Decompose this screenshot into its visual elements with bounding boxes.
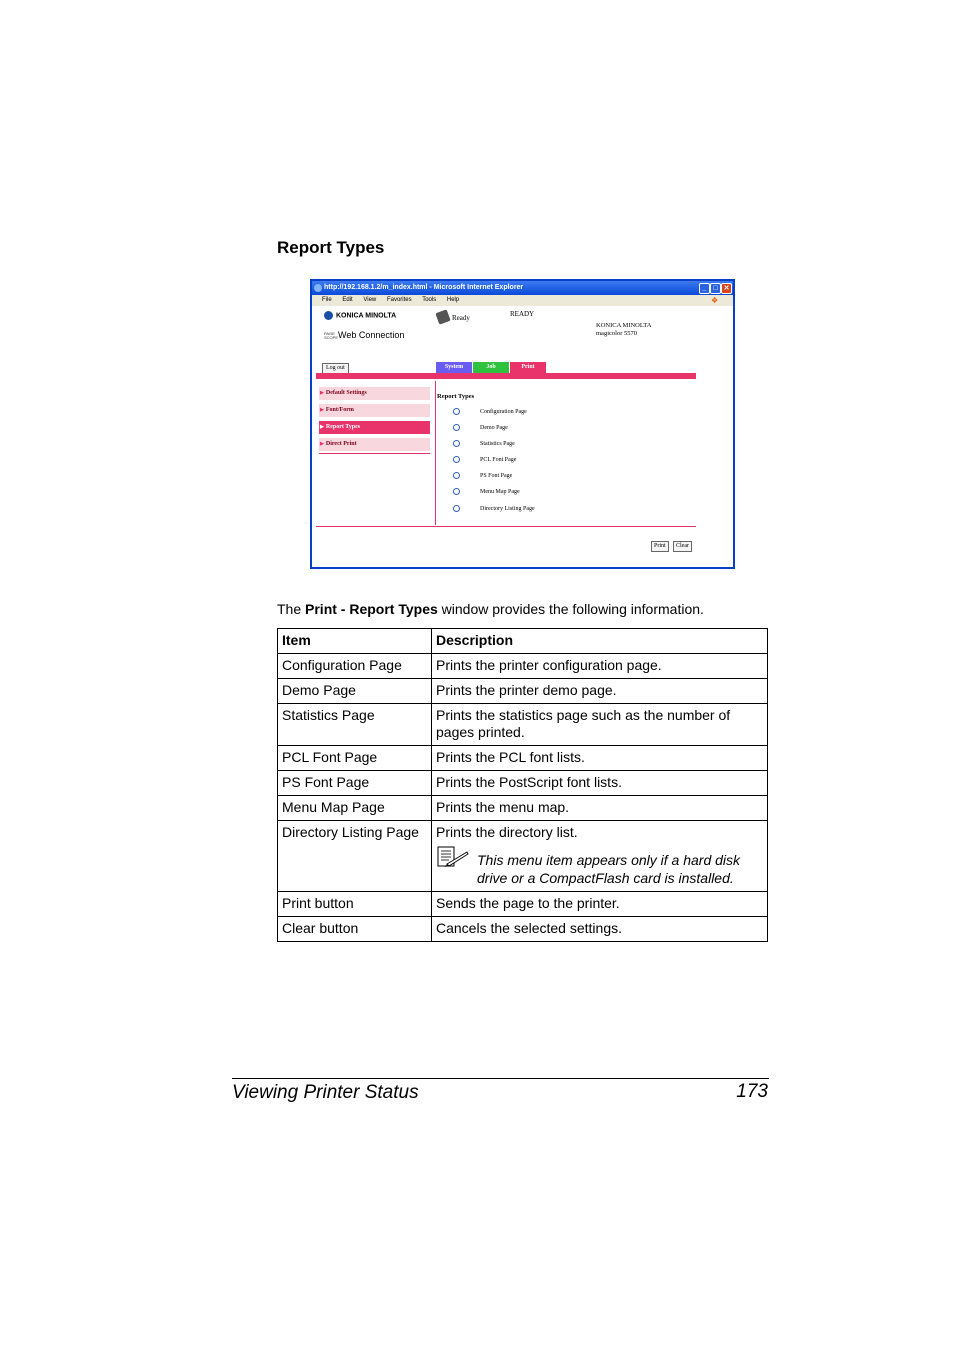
menu-file[interactable]: File <box>322 297 332 303</box>
table-row <box>278 654 768 679</box>
radio-icon <box>453 488 460 495</box>
pagescope-mark: PAGE SCOPE <box>324 330 339 340</box>
windows-logo-icon: ❖ <box>711 296 719 305</box>
radio-icon <box>453 472 460 479</box>
description-cell: Prints the menu map. <box>432 796 768 821</box>
konica-minolta-logo: KONICA MINOLTA <box>324 311 396 320</box>
model-brand: KONICA MINOLTA <box>596 322 652 329</box>
menu-favorites[interactable]: Favorites <box>386 297 412 303</box>
ie-icon <box>314 284 322 292</box>
model-name: magicolor 5570 <box>596 330 637 337</box>
item-cell: PCL Font Page <box>278 746 432 771</box>
menu-help[interactable]: Help <box>446 297 460 303</box>
section-title: Report Types <box>277 238 385 257</box>
menu-edit[interactable]: Edit <box>342 297 353 303</box>
clear-button[interactable]: Clear <box>673 541 692 552</box>
page-number: 173 <box>736 1081 768 1102</box>
radio-icon <box>453 456 460 463</box>
browser-screenshot <box>310 279 735 569</box>
note-pencil-icon <box>437 846 469 868</box>
print-button[interactable]: Print <box>651 541 669 552</box>
header-item: Item <box>278 629 432 654</box>
radio-icon <box>453 505 460 512</box>
description-cell: Prints the printer demo page. <box>432 679 768 704</box>
table-row <box>278 771 768 796</box>
table-header-row <box>278 629 768 654</box>
web-page <box>312 306 733 567</box>
table-row <box>278 796 768 821</box>
item-cell: PS Font Page <box>278 771 432 796</box>
note-text: This menu item appears only if a hard disk drive or a CompactFlash card is installed. <box>477 852 741 886</box>
status-text: Ready <box>452 314 470 322</box>
option-demo-page[interactable]: Demo Page <box>453 423 508 433</box>
maximize-icon[interactable]: □ <box>710 283 721 294</box>
header-description: Description <box>432 629 768 654</box>
close-icon[interactable]: ✕ <box>721 283 732 294</box>
intro-text: The Print - Report Types window provides the following information. <box>277 601 704 617</box>
item-cell: Clear button <box>278 917 432 942</box>
logout-button[interactable]: Log out <box>322 363 349 374</box>
menu-view[interactable]: View <box>363 297 377 303</box>
table-row <box>278 917 768 942</box>
browser-menubar <box>312 295 733 306</box>
option-pcl-font-page[interactable]: PCL Font Page <box>453 455 516 465</box>
description-cell: Prints the PostScript font lists. <box>432 771 768 796</box>
report-types-table <box>277 628 768 942</box>
item-cell: Menu Map Page <box>278 796 432 821</box>
tab-job[interactable]: Job <box>473 362 509 373</box>
option-configuration-page[interactable]: Configuration Page <box>453 407 527 417</box>
table-row <box>278 821 768 892</box>
globe-icon <box>324 311 333 320</box>
item-cell: Statistics Page <box>278 704 432 746</box>
description-cell: Cancels the selected settings. <box>432 917 768 942</box>
content-divider <box>435 381 436 525</box>
footer-divider <box>316 526 696 527</box>
pagescope-logo <box>324 330 404 340</box>
option-statistics-page[interactable]: Statistics Page <box>453 439 515 449</box>
table-row <box>278 679 768 704</box>
browser-titlebar <box>312 281 733 295</box>
web-connection-label: Web Connection <box>338 330 405 340</box>
item-cell: Demo Page <box>278 679 432 704</box>
tab-system[interactable]: System <box>436 362 472 373</box>
table-row <box>278 746 768 771</box>
radio-icon <box>453 408 460 415</box>
description-cell: Prints the statistics page such as the number of pages printed. <box>432 704 768 746</box>
description-cell: Prints the directory list. This menu item appears only if a hard disk drive or a CompactFlash card is installed. <box>432 821 768 892</box>
printer-status-icon <box>435 309 450 324</box>
note <box>436 851 762 887</box>
option-ps-font-page[interactable]: PS Font Page <box>453 471 512 481</box>
footer-title: Viewing Printer Status <box>232 1082 419 1103</box>
browser-title: http://192.168.1.2/m_index.html - Microsoft Internet Explorer <box>324 284 524 291</box>
radio-icon <box>453 440 460 447</box>
menu-tools[interactable]: Tools <box>422 297 437 303</box>
status-panel-text: READY <box>510 310 535 318</box>
sidebar-divider <box>319 453 430 454</box>
sidebar-item-report-types[interactable]: ▶ Report Types <box>319 421 430 434</box>
description-cell: Prints the printer configuration page. <box>432 654 768 679</box>
option-menu-map-page[interactable]: Menu Map Page <box>453 487 520 497</box>
content-title: Report Types <box>437 393 475 400</box>
header-divider <box>316 373 696 379</box>
table-row <box>278 892 768 917</box>
radio-icon <box>453 424 460 431</box>
minimize-icon[interactable]: _ <box>699 283 710 294</box>
option-directory-listing-page[interactable]: Directory Listing Page <box>453 504 535 514</box>
description-cell: Prints the PCL font lists. <box>432 746 768 771</box>
tab-print[interactable]: Print <box>510 362 546 373</box>
sidebar-item-default-settings[interactable]: ▶ Default Settings <box>319 387 430 400</box>
item-cell: Directory Listing Page <box>278 821 432 892</box>
description-cell: Sends the page to the printer. <box>432 892 768 917</box>
sidebar-item-direct-print[interactable]: ▶ Direct Print <box>319 438 430 451</box>
sidebar-item-font-form[interactable]: ▶ Font/Form <box>319 404 430 417</box>
table-row <box>278 704 768 746</box>
item-cell: Print button <box>278 892 432 917</box>
footer-rule <box>232 1078 769 1079</box>
item-cell: Configuration Page <box>278 654 432 679</box>
